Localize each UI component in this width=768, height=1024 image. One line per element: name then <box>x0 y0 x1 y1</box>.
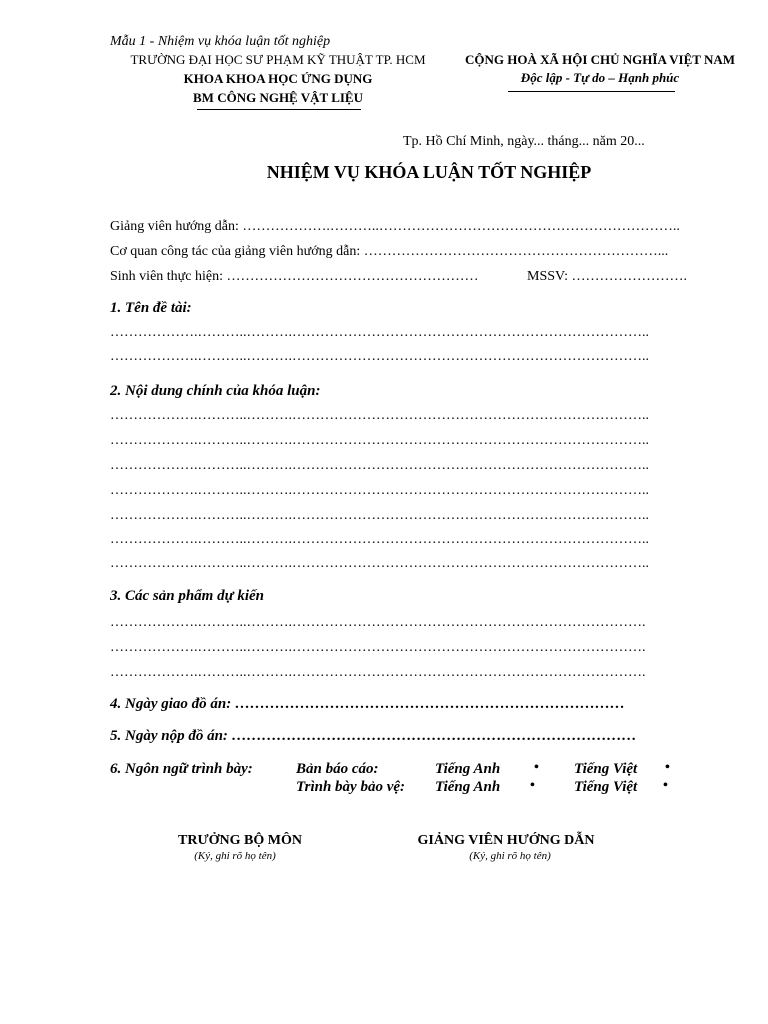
section-2-line[interactable]: ……………….………..……….………………………………………………………………….. <box>110 556 649 571</box>
student-field[interactable]: Sinh viên thực hiện: ……………………………………………… <box>110 269 479 284</box>
left-header-rule <box>197 109 361 110</box>
advisor-org-field[interactable]: Cơ quan công tác của giảng viên hướng dẫn: ………………………………………………………... <box>110 244 669 259</box>
section-5-submission-date[interactable]: 5. Ngày nộp đồ án: ……………………………………………………………………… <box>110 728 637 744</box>
section-3-title: 3. Các sản phẩm dự kiến <box>110 588 265 604</box>
section-4-handover-date[interactable]: 4. Ngày giao đồ án: …………………………………………………………………… <box>110 696 625 712</box>
section-2-line[interactable]: ……………….………..……….………………………………………………………………….. <box>110 433 649 448</box>
national-motto: Độc lập - Tự do – Hạnh phúc <box>520 70 680 85</box>
defense-english-bullet-icon[interactable]: • <box>530 778 535 793</box>
section-2-title: 2. Nội dung chính của khóa luận: <box>110 383 321 399</box>
student-id-field[interactable]: MSSV: ……………………. <box>527 269 687 284</box>
report-english-bullet-icon[interactable]: • <box>534 760 539 775</box>
section-6-title: 6. Ngôn ngữ trình bày: <box>110 761 253 777</box>
defense-english-option[interactable]: Tiếng Anh <box>435 779 501 795</box>
section-3-line[interactable]: ……………….………..……….…………………………………………………………………. <box>110 640 646 655</box>
head-of-department-note: (Ký, ghi rõ họ tên) <box>194 850 276 862</box>
right-header-rule <box>508 91 675 92</box>
section-2-line[interactable]: ……………….………..……….………………………………………………………………….. <box>110 458 649 473</box>
report-english-option[interactable]: Tiếng Anh <box>435 761 501 777</box>
head-of-department-title: TRƯỞNG BỘ MÔN <box>178 833 302 848</box>
section-2-line[interactable]: ……………….………..……….………………………………………………………………….. <box>110 408 649 423</box>
advisor-field[interactable]: Giảng viên hướng dẫn: ……………….………..……………………………………………………….. <box>110 219 680 234</box>
nation-name: CỘNG HOÀ XÃ HỘI CHỦ NGHĨA VIỆT NAM <box>464 52 736 67</box>
section-1-line[interactable]: ……………….………..……….………………………………………………………………….. <box>110 325 649 340</box>
advisor-signature-title: GIẢNG VIÊN HƯỚNG DẪN <box>417 833 595 848</box>
section-2-line[interactable]: ……………….………..……….………………………………………………………………….. <box>110 532 649 547</box>
report-language-label: Bản báo cáo: <box>296 761 379 777</box>
section-1-title: 1. Tên đề tài: <box>110 300 192 316</box>
section-3-line[interactable]: ……………….………..……….…………………………………………………………………. <box>110 665 646 680</box>
section-2-line[interactable]: ……………….………..……….………………………………………………………………….. <box>110 483 649 498</box>
page-title: NHIỆM VỤ KHÓA LUẬN TỐT NGHIỆP <box>266 162 592 182</box>
university-name: TRƯỜNG ĐẠI HỌC SƯ PHẠM KỸ THUẬT TP. HCM <box>130 52 426 67</box>
report-vietnamese-bullet-icon[interactable]: • <box>665 760 670 775</box>
section-1-line[interactable]: ……………….………..……….………………………………………………………………….. <box>110 349 649 364</box>
report-vietnamese-option[interactable]: Tiếng Việt <box>574 761 638 777</box>
section-2-line[interactable]: ……………….………..……….………………………………………………………………….. <box>110 508 649 523</box>
advisor-signature-note: (Ký, ghi rõ họ tên) <box>469 850 551 862</box>
faculty-name: KHOA KHOA HỌC ỨNG DỤNG <box>183 71 373 86</box>
department-name: BM CÔNG NGHỆ VẬT LIỆU <box>193 90 363 105</box>
date-line: Tp. Hồ Chí Minh, ngày... tháng... năm 20... <box>403 134 645 149</box>
defense-language-label: Trình bày bảo vệ: <box>296 779 406 795</box>
defense-vietnamese-bullet-icon[interactable]: • <box>663 778 668 793</box>
section-3-line[interactable]: ……………….………..……….…………………………………………………………………. <box>110 615 646 630</box>
defense-vietnamese-option[interactable]: Tiếng Việt <box>574 779 638 795</box>
form-label: Mẫu 1 - Nhiệm vụ khóa luận tốt nghiệp <box>110 34 331 49</box>
